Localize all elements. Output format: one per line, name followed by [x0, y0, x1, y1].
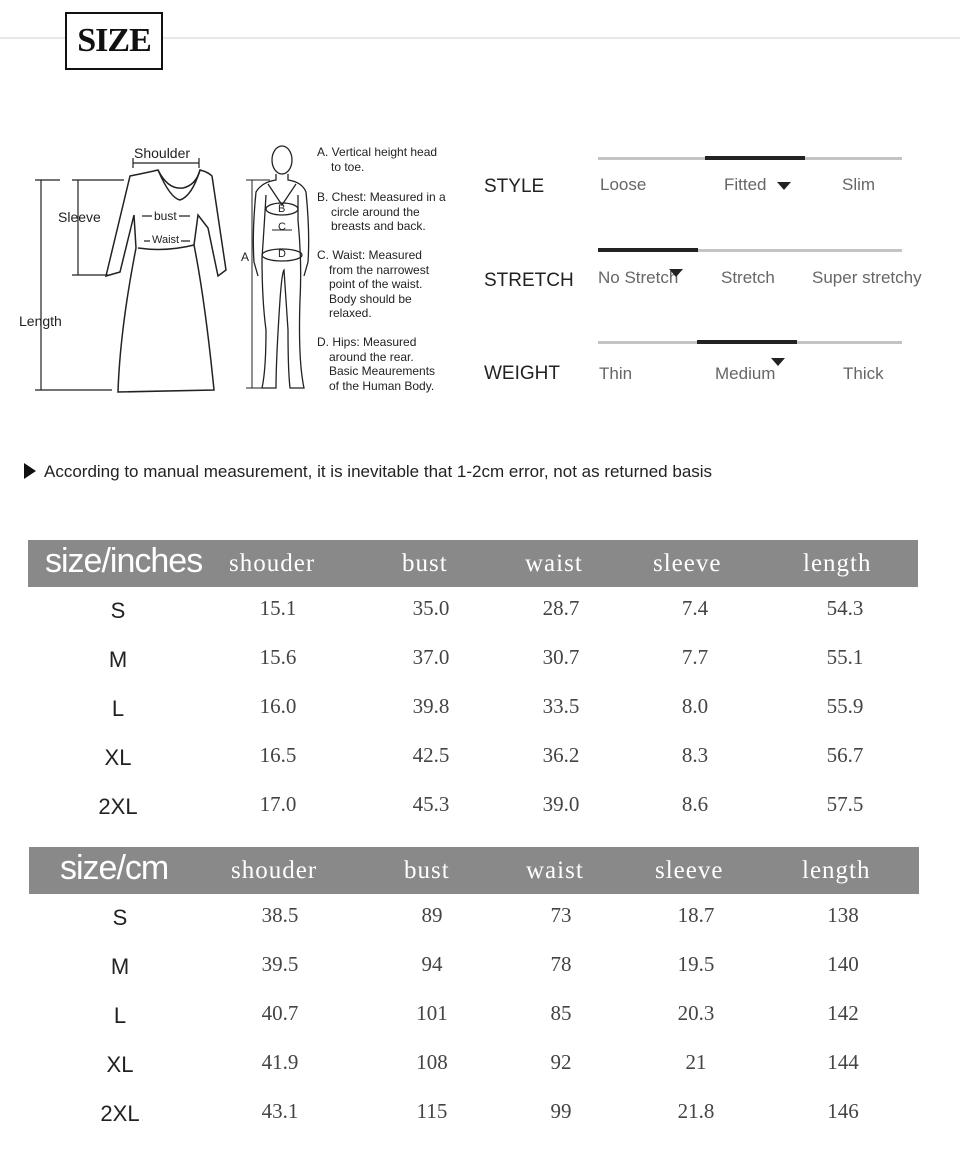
- cell-length: 140: [827, 952, 859, 976]
- play-arrow-icon: [24, 463, 36, 479]
- cell-bust: 101: [416, 1001, 448, 1025]
- cell-sleeve: 18.7: [677, 903, 715, 927]
- figure-label-d: D: [278, 248, 286, 260]
- cm-header-length: length: [802, 857, 871, 884]
- cell-length: 54.3: [826, 596, 864, 620]
- length-label: Length: [19, 313, 62, 329]
- cell-waist: 78: [550, 952, 572, 976]
- cell-bust: 35.0: [412, 596, 450, 620]
- cell-shoulder: 16.5: [259, 743, 297, 767]
- cell-sleeve: 7.4: [681, 596, 709, 620]
- weight-selected-segment: [697, 340, 797, 344]
- cell-size: XL: [104, 745, 132, 770]
- cell-sleeve: 8.3: [681, 743, 709, 767]
- cell-waist: 92: [550, 1050, 572, 1074]
- cell-bust: 89: [421, 903, 443, 927]
- style-marker-icon: [777, 182, 791, 190]
- cell-size: M: [110, 954, 130, 979]
- cm-header-waist: waist: [526, 857, 584, 884]
- cell-shoulder: 17.0: [259, 792, 297, 816]
- sleeve-label: Sleeve: [58, 209, 101, 225]
- cell-waist: 99: [550, 1099, 572, 1123]
- inches-header-sleeve: sleeve: [653, 550, 722, 577]
- cell-shoulder: 41.9: [261, 1050, 299, 1074]
- measurement-note: [24, 462, 712, 482]
- cell-size: S: [112, 905, 128, 930]
- weight-option-thick: Thick: [843, 364, 884, 383]
- cell-waist: 28.7: [542, 596, 580, 620]
- cell-sleeve: 8.6: [681, 792, 709, 816]
- cell-size: 2XL: [100, 1101, 140, 1126]
- measurement-diagram: [0, 130, 460, 410]
- cell-length: 55.1: [826, 645, 864, 669]
- cm-table-header: [29, 847, 919, 894]
- cell-shoulder: 15.6: [259, 645, 297, 669]
- stretch-option-stretch: Stretch: [721, 268, 775, 287]
- stretch-selected-segment: [598, 248, 698, 252]
- style-option-loose: Loose: [600, 175, 647, 194]
- weight-option-medium: Medium: [715, 364, 776, 383]
- cell-waist: 73: [550, 903, 572, 927]
- annotation-a: A. Vertical height head to toe.: [317, 145, 438, 174]
- page-title: SIZE: [65, 12, 163, 70]
- cell-length: 57.5: [826, 792, 864, 816]
- style-selected-segment: [705, 156, 805, 160]
- dress-measure-lines: [35, 158, 199, 390]
- cell-sleeve: 7.7: [681, 645, 709, 669]
- cm-header-size: size/cm: [60, 849, 169, 887]
- cell-sleeve: 21: [685, 1050, 707, 1074]
- cell-waist: 30.7: [542, 645, 580, 669]
- cell-bust: 94: [421, 952, 443, 976]
- style-label: STYLE: [484, 176, 545, 197]
- dress-outline: [106, 170, 226, 392]
- cell-shoulder: 43.1: [261, 1099, 299, 1123]
- cell-length: 56.7: [826, 743, 864, 767]
- shoulder-label: Shoulder: [134, 145, 191, 161]
- cell-bust: 39.8: [412, 694, 450, 718]
- cell-waist: 36.2: [542, 743, 580, 767]
- cell-size: S: [110, 598, 126, 623]
- cell-length: 146: [827, 1099, 859, 1123]
- annotation-d: D. Hips: Measured around the rear. Basic Meaurements of the Human Body.: [317, 335, 436, 393]
- stretch-option-no-stretch: No Stretch: [598, 268, 679, 287]
- body-figure: [253, 146, 308, 388]
- figure-label-a: A: [241, 250, 250, 264]
- cell-size: 2XL: [98, 794, 138, 819]
- inches-header-shoulder: shouder: [229, 550, 316, 577]
- inches-header-length: length: [803, 550, 872, 577]
- cell-length: 142: [827, 1001, 859, 1025]
- cell-shoulder: 39.5: [261, 952, 299, 976]
- figure-label-c: C: [278, 221, 286, 233]
- cell-size: L: [113, 1003, 127, 1028]
- weight-option-thin: Thin: [599, 364, 633, 383]
- cell-waist: 39.0: [542, 792, 580, 816]
- cell-bust: 37.0: [412, 645, 450, 669]
- cell-waist: 33.5: [542, 694, 580, 718]
- inches-header-waist: waist: [525, 550, 583, 577]
- cell-sleeve: 20.3: [677, 1001, 715, 1025]
- figure-label-b: B: [278, 203, 286, 215]
- cell-bust: 108: [416, 1050, 448, 1074]
- cell-size: M: [108, 647, 128, 672]
- cm-header-shoulder: shouder: [231, 857, 318, 884]
- annotation-b: B. Chest: Measured in a circle around the breasts and back.: [317, 190, 446, 233]
- note-text: According to manual measurement, it is inevitable that 1-2cm error, not as returned basis: [44, 462, 713, 481]
- inches-header-size: size/inches: [45, 542, 203, 580]
- annotation-c: C. Waist: Measured from the narrowest point of the waist. Body should be relaxed.: [317, 248, 430, 320]
- cm-header-sleeve: sleeve: [655, 857, 724, 884]
- style-option-slim: Slim: [842, 175, 876, 194]
- waist-label: Waist: [152, 234, 180, 246]
- cell-size: XL: [106, 1052, 134, 1077]
- cell-length: 55.9: [826, 694, 864, 718]
- cell-sleeve: 19.5: [677, 952, 715, 976]
- cell-sleeve: 21.8: [677, 1099, 715, 1123]
- cell-size: L: [111, 696, 125, 721]
- stretch-label: STRETCH: [484, 270, 574, 291]
- cell-length: 138: [827, 903, 859, 927]
- cell-sleeve: 8.0: [681, 694, 709, 718]
- cell-bust: 45.3: [412, 792, 450, 816]
- cell-length: 144: [827, 1050, 859, 1074]
- cell-waist: 85: [550, 1001, 572, 1025]
- inches-table-header: [28, 540, 918, 587]
- cell-shoulder: 40.7: [261, 1001, 299, 1025]
- stretch-marker-icon: [669, 269, 683, 277]
- cm-header-bust: bust: [404, 857, 450, 884]
- stretch-option-super-stretchy: Super stretchy: [812, 268, 922, 287]
- inches-header-bust: bust: [402, 550, 448, 577]
- cell-shoulder: 16.0: [259, 694, 297, 718]
- cell-shoulder: 15.1: [259, 596, 297, 620]
- bust-label: bust: [154, 209, 177, 223]
- cell-bust: 42.5: [412, 743, 450, 767]
- cell-bust: 115: [416, 1099, 448, 1123]
- style-option-fitted: Fitted: [724, 175, 767, 194]
- weight-label: WEIGHT: [484, 363, 560, 384]
- cell-shoulder: 38.5: [261, 903, 299, 927]
